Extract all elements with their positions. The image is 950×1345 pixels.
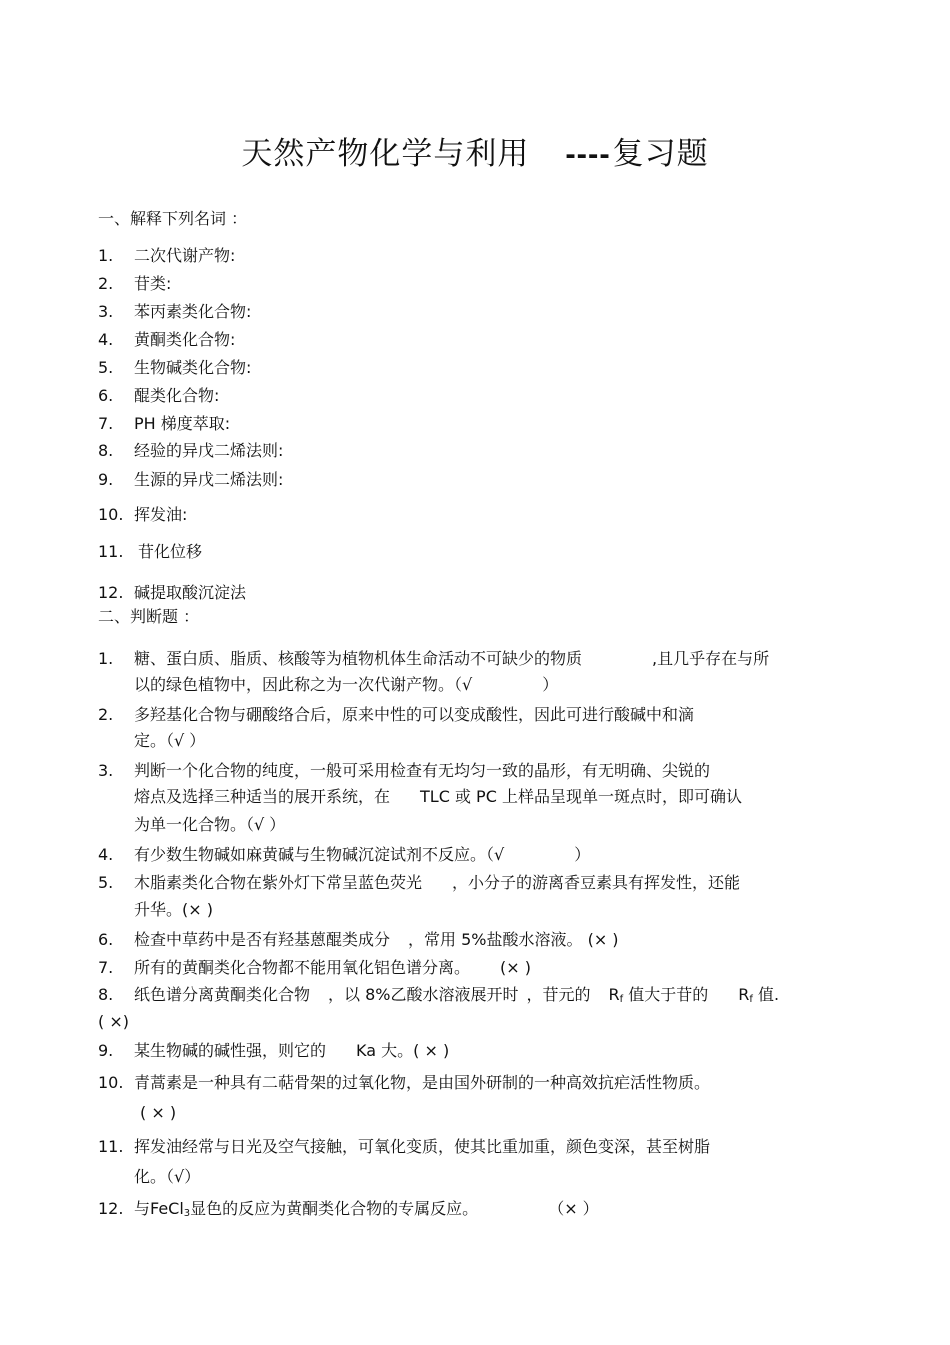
title-tail: 复习题 (612, 136, 709, 172)
title-main: 天然产物化学与利用 (241, 136, 530, 172)
document-page: 天然产物化学与利用 ----复习题 一、解释下列名词 ： 1. 二次代谢产物: 2. 苷类: 3. 苯丙素类化合物: 4. 黄酮类化合物: 5. 生物碱类化合物: 6. 醌类化合物: 7. PH 梯度萃取: 8. 经验的异戊二烯法则: 9. 生源的异戊二烯法则: 10. 挥发油: 11. 苷化位移 12. 碱提取酸沉淀法 二、判断题 ： 1. 糖、蛋白质、脂质、核酸等为植物机体生命活动不可缺少的物质 ,且几乎存在与所 以的绿色植物中，因此称之为一次代谢产物。（√ ） 2. 多羟基化合物与硼酸络合后，原来中性的可以变成酸性，因此可进行酸碱中和滴 定。（√ ） 3. 判断一个化合物的纯度，一般可采用检查有无均匀一致的晶形，有无明确、尖锐的 熔点及选择三种适当的展开系统，在 TLC 或 PC 上样品呈现单一斑点时，即可确认 为单一化合物。（√ ） 4. 有少数生物碱如麻黄碱与生物碱沉淀试剂不反应。（√ ） 5. 木脂素类化合物在紫外灯下常呈蓝色荧光 ，小分子的游离香豆素具有挥发性，还能 升华。(× ) 6. 检查中草药中是否有羟基蒽醌类成分 ，常用 5%盐酸水溶液。 (× ) 7. 所有的黄酮类化合物都不能用氧化铝色谱分离。 (× ) 8. 纸色谱分离黄酮类化合物 ，以 8%乙酸水溶液展开时 ，苷元的 $R_f$ 值大于苷的 $R_f$ 值. ( ×) 9. 某生物碱的碱性强，则它的 Ka 大。( × ) 10. 青蒿素是一种具有二萜骨架的过氧化物，是由国外研制的一种高效抗疟活性物质。 ( × ) 11. 挥发油经常与日光及空气接触，可氧化变质，使其比重加重，颜色变深，甚至树脂 化。（√） 12. 与FeCl$_3$显色的反应为黄酮类化合物的专属反应。 （× ） (0, 0, 950, 1345)
title-dash: ---- (565, 136, 611, 171)
page-title (0, 128, 950, 173)
section2-heading: 二、判断题 ： (98, 607, 200, 626)
section1-heading: 一、解释下列名词 ： (98, 209, 248, 228)
